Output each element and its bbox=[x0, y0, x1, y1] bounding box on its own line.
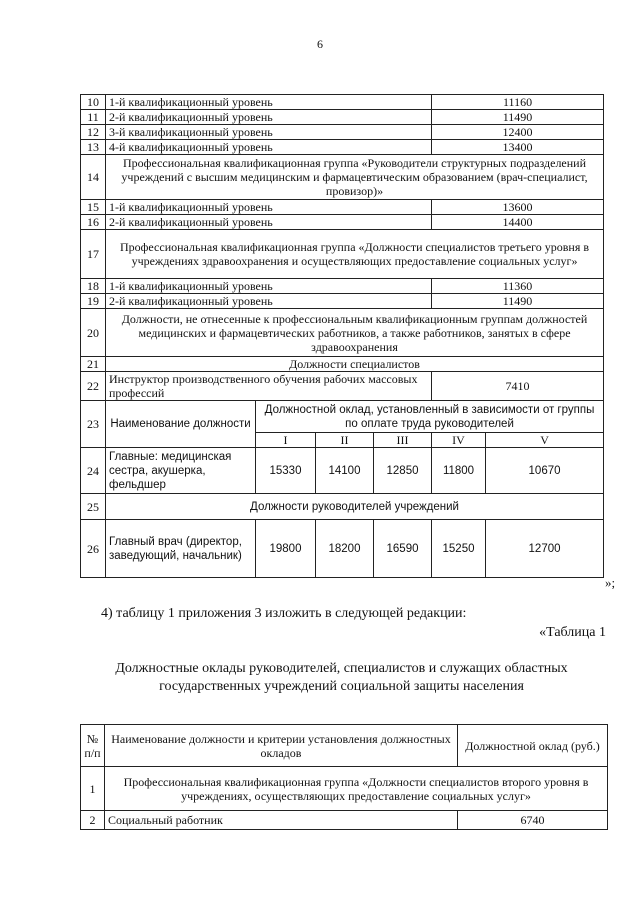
social-protection-salary-table bbox=[80, 724, 608, 830]
row-number: 20 bbox=[81, 309, 106, 357]
group-title: Должности, не отнесенные к профессиональным квалификационным группам должностей медицинских и фармацевтических работников, а также работников, занятых в сфере здравоохранения bbox=[106, 309, 604, 357]
salary-value: 12400 bbox=[432, 125, 604, 140]
num-header: № п/п bbox=[81, 725, 105, 767]
salary-value: 14400 bbox=[432, 215, 604, 230]
table-row bbox=[81, 95, 604, 110]
row-number: 16 bbox=[81, 215, 106, 230]
section-title: Должности руководителей учреждений bbox=[106, 494, 604, 520]
table-label: «Таблица 1 bbox=[539, 625, 606, 640]
position-name: Инструктор производственного обучения рабочих массовых профессий bbox=[106, 372, 432, 401]
rows-group-c bbox=[81, 279, 604, 309]
table-row bbox=[81, 357, 604, 372]
salary-value: 11360 bbox=[432, 279, 604, 294]
row-number: 21 bbox=[81, 357, 106, 372]
table-row bbox=[81, 448, 604, 494]
salary-value: 15250 bbox=[432, 520, 486, 578]
position-name: 1-й квалификационный уровень bbox=[106, 200, 432, 215]
table-heading: Должностные оклады руководителей, специалистов и служащих областных государственных учреждений социальной защиты населения bbox=[115, 661, 568, 694]
group-label: II bbox=[316, 433, 374, 448]
salary-value: 11490 bbox=[432, 110, 604, 125]
name-header: Наименование должности bbox=[106, 401, 256, 448]
table-row bbox=[81, 294, 604, 309]
salary-value: 13600 bbox=[432, 200, 604, 215]
table-row bbox=[81, 401, 604, 433]
row-number: 13 bbox=[81, 140, 106, 155]
salary-value: 15330 bbox=[256, 448, 316, 494]
salary-value: 12700 bbox=[486, 520, 604, 578]
row-number: 14 bbox=[81, 155, 106, 200]
salary-value: 11160 bbox=[432, 95, 604, 110]
table-row bbox=[81, 140, 604, 155]
salary-header: Должностной оклад, установленный в зависимости от группы по оплате труда руководителей bbox=[256, 401, 604, 433]
row-number: 26 bbox=[81, 520, 106, 578]
position-name: 2-й квалификационный уровень bbox=[106, 110, 432, 125]
position-name: 1-й квалификационный уровень bbox=[106, 95, 432, 110]
table-row bbox=[81, 200, 604, 215]
table-row bbox=[81, 372, 604, 401]
group-title: Профессиональная квалификационная группа «Должности специалистов второго уровня в учреждениях, осуществляющих предоставление социальных услуг» bbox=[105, 767, 608, 811]
table-row bbox=[81, 520, 604, 578]
page-number: 6 bbox=[317, 37, 323, 51]
row-number: 22 bbox=[81, 372, 106, 401]
table-row bbox=[81, 155, 604, 200]
table-row bbox=[81, 309, 604, 357]
position-name: 3-й квалификационный уровень bbox=[106, 125, 432, 140]
row-number: 18 bbox=[81, 279, 106, 294]
table-header-row bbox=[81, 725, 608, 767]
row-number: 1 bbox=[81, 767, 105, 811]
table-row bbox=[81, 811, 608, 830]
row-number: 2 bbox=[81, 811, 105, 830]
position-name: Главные: медицинская сестра, акушерка, фельдшер bbox=[106, 448, 256, 494]
table-row bbox=[81, 494, 604, 520]
amendment-paragraph: 4) таблицу 1 приложения 3 изложить в следующей редакции: bbox=[101, 606, 467, 621]
row-number: 12 bbox=[81, 125, 106, 140]
position-name: 2-й квалификационный уровень bbox=[106, 294, 432, 309]
salary-header: Должностной оклад (руб.) bbox=[458, 725, 608, 767]
row-number: 19 bbox=[81, 294, 106, 309]
table-row bbox=[81, 125, 604, 140]
salary-value: 10670 bbox=[486, 448, 604, 494]
salary-value: 13400 bbox=[432, 140, 604, 155]
salary-value: 11800 bbox=[432, 448, 486, 494]
row-number: 17 bbox=[81, 230, 106, 279]
row-number: 11 bbox=[81, 110, 106, 125]
group-title: Профессиональная квалификационная группа «Руководители структурных подразделений учреждений с высшим медицинским и фармацевтическим образованием (врач-специалист, провизор)» bbox=[106, 155, 604, 200]
group-label: V bbox=[486, 433, 604, 448]
group-label: IV bbox=[432, 433, 486, 448]
group-title: Профессиональная квалификационная группа «Должности специалистов третьего уровня в учреждениях здравоохранения и осуществляющих предоставление социальных услуг» bbox=[106, 230, 604, 279]
group-label: III bbox=[374, 433, 432, 448]
closing-quote: »; bbox=[605, 575, 616, 590]
rows-group-b bbox=[81, 200, 604, 230]
position-name: Социальный работник bbox=[105, 811, 458, 830]
salary-value: 14100 bbox=[316, 448, 374, 494]
position-name: 2-й квалификационный уровень bbox=[106, 215, 432, 230]
position-name: 1-й квалификационный уровень bbox=[106, 279, 432, 294]
row-number: 10 bbox=[81, 95, 106, 110]
salary-value: 7410 bbox=[432, 372, 604, 401]
rows-group-a bbox=[81, 95, 604, 155]
salary-value: 12850 bbox=[374, 448, 432, 494]
row-number: 25 bbox=[81, 494, 106, 520]
salary-value: 11490 bbox=[432, 294, 604, 309]
table-row bbox=[81, 279, 604, 294]
position-name: Главный врач (директор, заведующий, начальник) bbox=[106, 520, 256, 578]
table-row bbox=[81, 230, 604, 279]
salary-table-continued bbox=[80, 94, 604, 578]
salary-value: 18200 bbox=[316, 520, 374, 578]
row-number: 15 bbox=[81, 200, 106, 215]
row-number: 24 bbox=[81, 448, 106, 494]
position-name: 4-й квалификационный уровень bbox=[106, 140, 432, 155]
table-row bbox=[81, 767, 608, 811]
name-header: Наименование должности и критерии установления должностных окладов bbox=[105, 725, 458, 767]
row-number: 23 bbox=[81, 401, 106, 448]
section-title: Должности специалистов bbox=[106, 357, 604, 372]
table-row bbox=[81, 110, 604, 125]
salary-value: 6740 bbox=[458, 811, 608, 830]
salary-value: 16590 bbox=[374, 520, 432, 578]
salary-value: 19800 bbox=[256, 520, 316, 578]
group-label: I bbox=[256, 433, 316, 448]
table-row bbox=[81, 215, 604, 230]
